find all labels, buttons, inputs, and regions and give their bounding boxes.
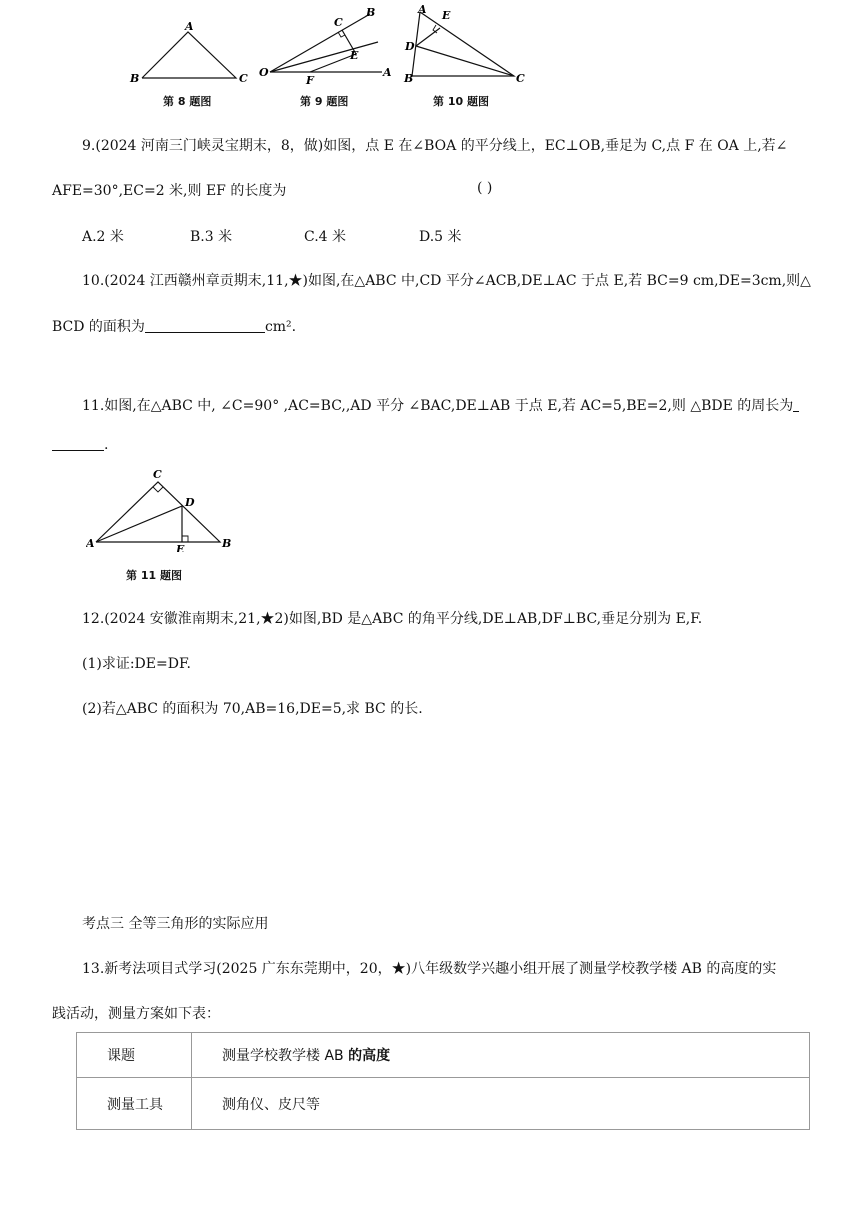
q9-line1: 9.(2024 河南三门峡灵宝期末，8，做)如图，点 E 在∠BOA 的平分线上，EC⊥OB,垂足为 C,点 F 在 OA 上,若∠ [82, 138, 788, 154]
q12-line1: 12.(2024 安徽淮南期末,21,★2)如图,BD 是△ABC 的角平分线,DE⊥AB,DF⊥BC,垂足分别为 E,F. [82, 611, 703, 627]
label-b: B [130, 72, 140, 84]
label-c: C [239, 72, 248, 84]
label-e: E [350, 49, 359, 62]
q13-line1: 13.新考法项目式学习(2025 广东东莞期中，20，★)八年级数学兴趣小组开展了测量学校教学楼 AB 的高度的实 [82, 961, 777, 977]
q9-line2: AFE=30°,EC=2 米,则 EF 的长度为 [52, 183, 287, 199]
label-a: A [418, 3, 427, 16]
q11-answer-blank[interactable] [52, 436, 104, 451]
q9-answer-paren: ( ) [477, 180, 493, 196]
figure-11 [86, 468, 236, 552]
figure-8 [128, 22, 248, 84]
table-cell-value [192, 1078, 810, 1130]
label-d: D [185, 496, 195, 509]
q10-line2-post: cm². [264, 319, 297, 335]
q10-line2 [52, 316, 296, 336]
figure-9-caption: 第 9 题图 [300, 95, 349, 108]
label-d: D [405, 40, 415, 53]
triangle-abc-fig8 [142, 32, 236, 78]
label-f: F [306, 74, 314, 87]
table-row [77, 1078, 810, 1130]
figure-10-caption: 第 10 题图 [433, 95, 489, 108]
measurement-plan-table [76, 1032, 810, 1130]
table-cell-label: 测量工具 [77, 1078, 192, 1130]
table-cell-value-text: 测角仪、皮尺等 [222, 1096, 320, 1113]
q12-part2: (2)若△ABC 的面积为 70,AB=16,DE=5,求 BC 的长. [82, 701, 423, 717]
section-title: 考点三 全等三角形的实际应用 [82, 916, 269, 932]
q10-answer-blank[interactable] [145, 318, 265, 333]
label-c: C [516, 72, 525, 85]
table-row [77, 1033, 810, 1078]
label-b: B [222, 537, 232, 550]
label-a: A [383, 66, 392, 79]
q9-option-d: D.5 米 [419, 229, 462, 245]
label-b: B [404, 72, 414, 85]
q10-line1: 10.(2024 江西赣州章贡期末,11,★)如图,在△ABC 中,CD 平分∠ACB,DE⊥AC 于点 E,若 BC=9 cm,DE=3cm,则△ [82, 273, 811, 289]
table-cell-value-bold: 的高度 [348, 1048, 391, 1064]
q13-line2: 践活动，测量方案如下表： [52, 1006, 220, 1022]
q11-text: 11.如图,在△ABC 中, ∠C=90° ,AC=BC,,AD 平分 ∠BAC,DE⊥AB 于点 E,若 AC=5,BE=2,则 △BDE 的周长为 [82, 398, 794, 414]
q11-line2: . [52, 436, 108, 453]
q12-part1: (1)求证:DE=DF. [82, 656, 191, 672]
q9-option-c: C.4 米 [304, 229, 347, 245]
q11-answer-blank-start[interactable] [793, 397, 799, 412]
label-c: C [153, 468, 162, 481]
figure-11-caption: 第 11 题图 [126, 569, 182, 582]
label-a: A [86, 537, 95, 550]
q11-line1 [82, 395, 799, 415]
q9-option-a: A.2 米 [82, 229, 124, 245]
label-c: C [334, 16, 343, 29]
q9-option-b: B.3 米 [190, 229, 233, 245]
label-o: O [259, 66, 269, 79]
table-cell-value [192, 1033, 810, 1078]
table-cell-value-text: 测量学校教学楼 AB [222, 1048, 349, 1064]
label-a: A [185, 22, 194, 33]
q10-line2-pre: BCD 的面积为 [52, 319, 145, 335]
label-b: B [366, 6, 376, 19]
figure-9 [258, 4, 398, 88]
figure-10 [402, 2, 532, 88]
figure-8-caption: 第 8 题图 [163, 95, 212, 108]
label-e: E [442, 9, 451, 22]
label-e: E [176, 543, 185, 552]
table-cell-label: 课题 [77, 1033, 192, 1078]
